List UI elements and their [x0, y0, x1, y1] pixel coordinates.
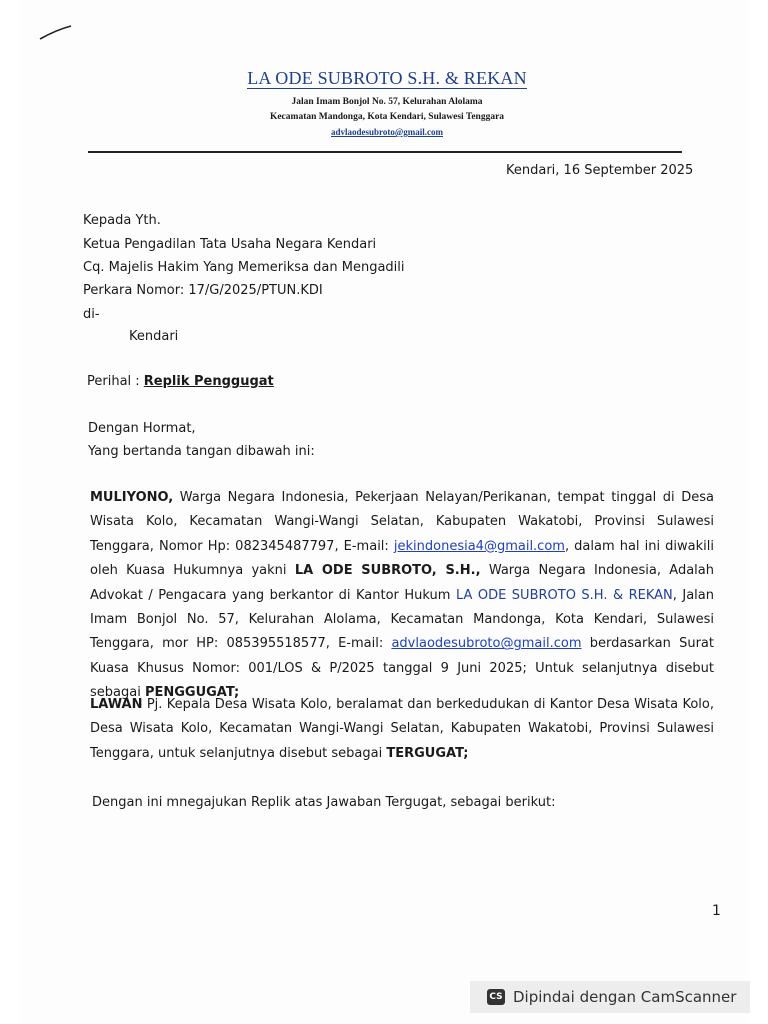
letterhead-divider	[88, 151, 682, 153]
plaintiff-text-4: , Jalan Imam Bonjol No. 57, Kelurahan Alolama, Kecamatan Mandonga, Kota Kendari, Sulawesi Tenggara, mor HP: 085395518577, E-mail:	[90, 587, 715, 652]
letter-date: Kendari, 16 September 2025	[506, 163, 694, 178]
plaintiff-email-link[interactable]: jekindonesia4@gmail.com	[393, 538, 565, 554]
greeting-line-1: Dengan Hormat,	[88, 421, 196, 436]
lawyer-email-link[interactable]: advlaodesubroto@gmail.com	[391, 636, 582, 652]
pen-stroke-mark	[38, 24, 74, 42]
recipient-line-6: Kendari	[129, 329, 179, 344]
defendant-paragraph	[90, 693, 714, 766]
plaintiff-text-5: berdasarkan Surat Kuasa Khusus Nomor: 001/LOS & P/2025 tanggal 9 Juni 2025; Untuk selanjutnya disebut sebagai	[90, 636, 714, 701]
plaintiff-text-1: Warga Negara Indonesia, Pekerjaan Nelayan/Perikanan, tempat tinggal di Desa Wisata Kolo, Kecamatan Wangi-Wangi Selatan, Kabupaten Wakatobi, Provinsi Sulawesi Tenggara, Nomor Hp: 082345487797, E-mail:	[90, 490, 714, 554]
defendant-text-1: Pj. Kepala Desa Wisata Kolo, beralamat dan berkedudukan di Kantor Desa Wisata Kolo, Desa Wisata Kolo, Kecamatan Wangi-Wangi Selatan, Kabupaten Wakatobi, Provinsi Sulawesi Tenggara, untuk selanjutnya disebut sebagai	[90, 697, 714, 761]
plaintiff-paragraph	[90, 486, 714, 706]
law-firm-name: LA ODE SUBROTO S.H. & REKAN	[455, 587, 673, 603]
camscanner-logo-icon: CS	[487, 989, 505, 1005]
plaintiff-text-2: , dalam hal ini diwakili oleh Kuasa Hukumnya yakni	[90, 538, 714, 579]
subject-line	[87, 374, 274, 390]
firm-name: LA ODE SUBROTO S.H. & REKAN	[247, 68, 527, 88]
address-line-1: Jalan Imam Bonjol No. 57, Kelurahan Alolama	[291, 97, 483, 107]
plaintiff-text-3: Warga Negara Indonesia, Adalah Advokat / Pengacara yang berkantor di Kantor Hukum	[90, 563, 715, 603]
defendant-role: TERGUGAT;	[386, 745, 469, 761]
camscanner-text: Dipindai dengan CamScanner	[513, 988, 737, 1006]
subject-label: Perihal :	[87, 374, 144, 389]
defendant-lead: LAWAN	[90, 697, 143, 712]
address-line-2: Kecamatan Mandonga, Kota Kendari, Sulawesi Tenggara	[269, 112, 505, 122]
camscanner-watermark	[470, 981, 750, 1013]
closing-line: Dengan ini mnegajukan Replik atas Jawaban Tergugat, sebagai berikut:	[92, 795, 556, 810]
greeting-line-2: Yang bertanda tangan dibawah ini:	[88, 444, 315, 459]
plaintiff-name: MULIYONO,	[90, 490, 174, 505]
lawyer-name: LA ODE SUBROTO, S.H.,	[294, 563, 481, 579]
letterhead-email[interactable]: advlaodesubroto@gmail.com	[331, 127, 443, 137]
plaintiff-role: PENGGUGAT;	[144, 685, 240, 701]
recipient-line-1: Kepada Yth.	[83, 213, 161, 228]
letterhead	[0, 68, 768, 139]
recipient-line-5: di-	[83, 307, 100, 322]
recipient-line-4: Perkara Nomor: 17/G/2025/PTUN.KDI	[83, 283, 323, 298]
subject-value: Replik Penggugat	[143, 374, 274, 389]
page-number: 1	[712, 903, 721, 919]
recipient-line-2: Ketua Pengadilan Tata Usaha Negara Kendari	[83, 237, 377, 252]
recipient-line-3: Cq. Majelis Hakim Yang Memeriksa dan Mengadili	[83, 260, 405, 275]
